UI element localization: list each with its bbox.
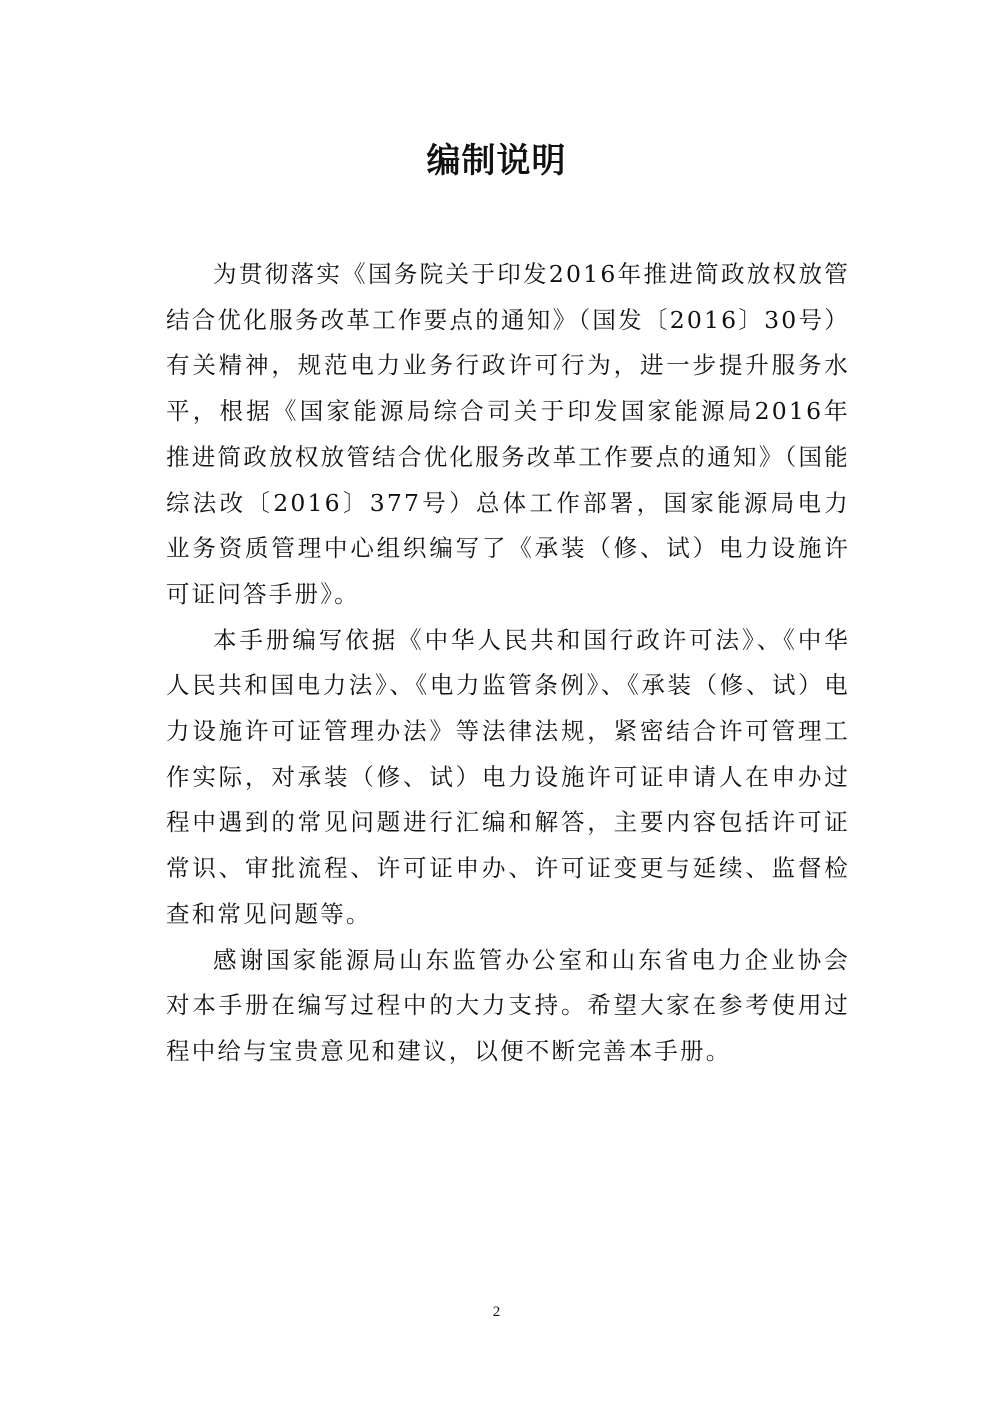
paragraph-basis: 本手册编写依据《中华人民共和国行政许可法》、《中华人民共和国电力法》、《电力监管条例》、《承装（修、试）电力设施许可证管理办法》等法律法规，紧密结合许可管理工作实际，对承装（修、试）电力设施许可证申请人在申办过程中遇到的常见问题进行汇编和解答，主要内容包括许可证常识、审批流程、许可证申办、许可证变更与延续、监督检查和常见问题等。: [166, 625, 850, 928]
page-title: 编制说明: [426, 141, 567, 181]
document-body: [166, 252, 850, 1075]
page-number: 2: [492, 1304, 501, 1320]
paragraph-purpose: 为贯彻落实《国务院关于印发2016年推进简政放权放管结合优化服务改革工作要点的通知》（国发〔2016〕30号）有关精神，规范电力业务行政许可行为，进一步提升服务水平，根据《国家能源局综合司关于印发国家能源局2016年推进简政放权放管结合优化服务改革工作要点的通知》（国能综法改〔2016〕377号）总体工作部署，国家能源局电力业务资质管理中心组织编写了《承装（修、试）电力设施许可证问答手册》。: [166, 260, 850, 608]
paragraph-acknowledgement: 感谢国家能源局山东监管办公室和山东省电力企业协会对本手册在编写过程中的大力支持。希望大家在参考使用过程中给与宝贵意见和建议，以便不断完善本手册。: [166, 945, 850, 1065]
